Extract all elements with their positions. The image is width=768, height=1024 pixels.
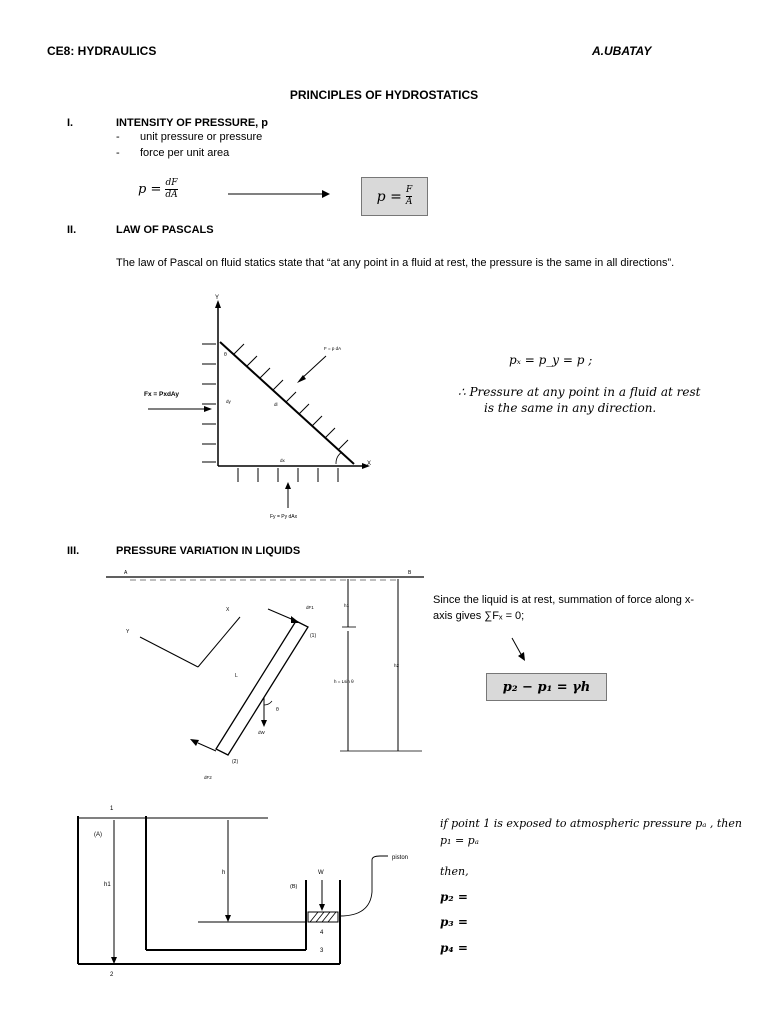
point-a-label: A	[124, 570, 128, 576]
dw-label: dW	[258, 730, 265, 735]
h1-label: h1	[104, 882, 111, 888]
p2-equation: p₂ =	[440, 890, 468, 904]
x-axis-label: X	[226, 607, 230, 613]
point-4-label: 4	[320, 930, 324, 936]
fx-label: Fx = PxdAy	[144, 391, 179, 398]
h-equation-label: h = Lsin θ	[334, 679, 354, 684]
section-2-title: LAW OF PASCALS	[116, 224, 214, 236]
piston-label: piston	[392, 855, 409, 861]
fy-label: Fy = Py dAx	[270, 514, 298, 520]
pascal-equation: pₓ = p_y = p ;	[509, 353, 593, 367]
h1-label: h1	[344, 603, 350, 608]
tank-a-label: (A)	[94, 832, 102, 838]
pascal-conclusion-line2: is the same in any direction.	[484, 401, 657, 415]
weight-label: W	[318, 870, 324, 876]
df1-label: dF1	[306, 605, 314, 610]
tank-piston-diagram	[70, 800, 430, 982]
p4-equation: p₄ =	[440, 941, 468, 955]
point-2-label: 2	[110, 972, 114, 978]
x-axis-label: X	[367, 461, 372, 467]
section-1-title: INTENSITY OF PRESSURE, p	[116, 117, 268, 129]
bullet-item: - unit pressure or pressure	[116, 131, 263, 143]
point-b-label: B	[408, 570, 412, 576]
formula-differential: p = $\frac{dF}{dA}$	[138, 178, 178, 200]
arrow-right-icon	[226, 188, 332, 200]
length-label: L	[235, 673, 238, 679]
h2-label: h2	[394, 663, 400, 668]
dl-label: dl	[274, 402, 278, 407]
author-name: A.UBATAY	[592, 44, 652, 58]
theta-label: θ	[276, 707, 279, 713]
df2-label: dF2	[204, 775, 212, 780]
dy-label: dy	[226, 399, 231, 404]
point-2-label: (2)	[232, 759, 239, 765]
pascal-conclusion-line1: ∴ Pressure at any point in a fluid at rest	[458, 385, 701, 399]
point-1-label: (1)	[310, 633, 317, 639]
section-1-number: I.	[67, 117, 74, 129]
page-title: PRINCIPLES OF HYDROSTATICS	[289, 88, 479, 102]
pressure-difference-box: p₂ − p₁ = γh	[486, 673, 607, 701]
pressure-variation-diagram	[100, 565, 428, 793]
dx-label: dx	[280, 458, 285, 463]
atmospheric-text-line1: if point 1 is exposed to atmospheric pressure pₐ , then	[440, 817, 742, 830]
theta-label: θ	[224, 352, 227, 358]
equilibrium-text-line2: axis gives ∑Fₓ = 0;	[433, 610, 525, 622]
formula-pressure-box: p = $\frac{F}{A}$	[361, 177, 428, 216]
y-axis-label: Y	[126, 629, 130, 635]
section-3-title: PRESSURE VARIATION IN LIQUIDS	[116, 545, 301, 557]
atmospheric-text-line2: p₁ = pₐ	[440, 834, 479, 847]
point-3-label: 3	[320, 948, 324, 954]
section-2-number: II.	[67, 224, 77, 236]
p3-equation: p₃ =	[440, 915, 468, 929]
bullet-item: - force per unit area	[116, 147, 230, 159]
top-force-label: F = p dA	[324, 346, 342, 351]
tank-b-label: (B)	[290, 884, 298, 890]
y-axis-label: Y	[215, 295, 220, 301]
point-1-label: 1	[110, 806, 114, 812]
pascal-statement: The law of Pascal on fluid statics state that “at any point in a fluid at rest, the pressure is the same in all directions”.	[116, 257, 675, 269]
equilibrium-text-line1: Since the liquid is at rest, summation of force along x-	[433, 594, 695, 606]
course-title: CE8: HYDRAULICS	[47, 44, 157, 58]
then-text: then,	[440, 865, 469, 878]
pascal-diagram	[140, 292, 390, 528]
h-label: h	[222, 870, 226, 876]
section-3-number: III.	[67, 545, 80, 557]
arrow-down-icon	[510, 636, 530, 664]
